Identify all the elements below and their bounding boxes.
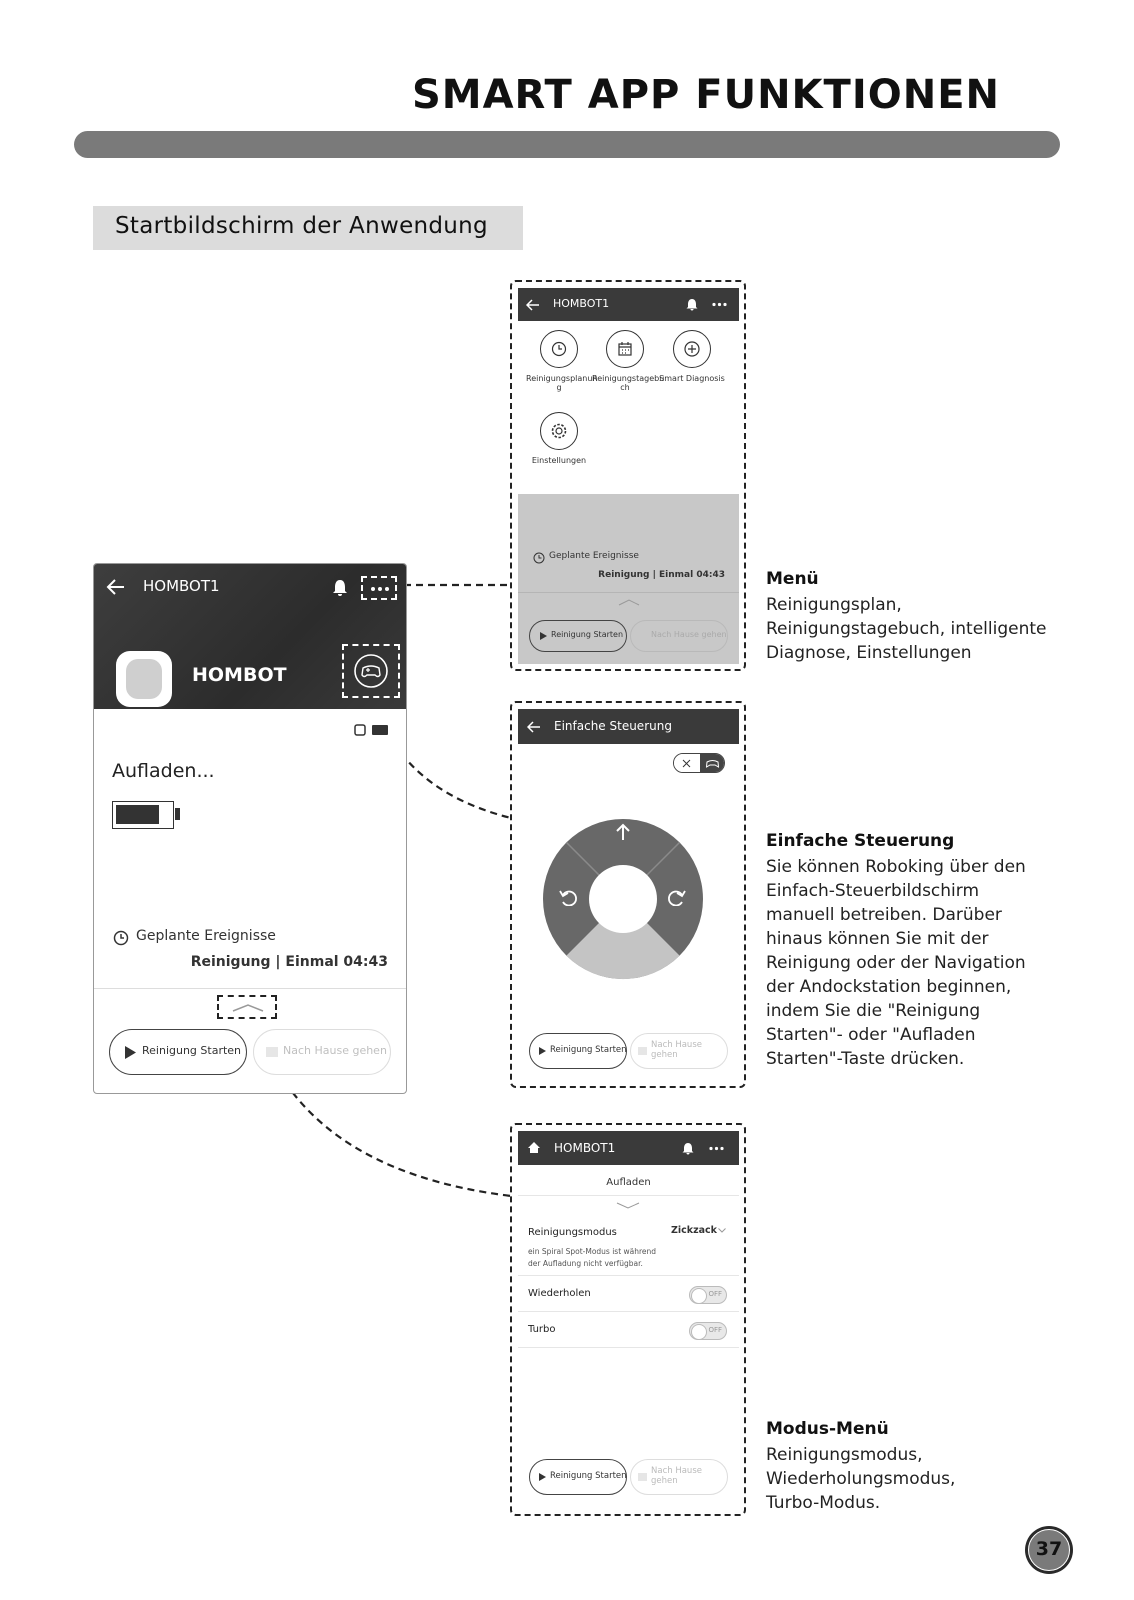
expand-mode-handle[interactable] <box>217 995 277 1019</box>
clock-icon <box>551 341 567 357</box>
calendar-icon <box>617 341 633 357</box>
go-home-label: Nach Hause gehen <box>651 1040 702 1060</box>
turbo-toggle[interactable] <box>689 1322 727 1340</box>
back-arrow-icon[interactable] <box>526 299 540 311</box>
start-cleaning-label: Reinigung Starten <box>551 630 624 639</box>
control-description-text: Sie können Roboking über den Einfach-Steuerbildschirm manuell betreiben. Darüber hinaus können Sie mit der Reinigung oder der Navigation der Andockstation beginnen, indem Sie die "Reinigung Starten"- oder "Aufladen Starten"-Taste drücken. <box>766 857 1026 1069</box>
divider <box>518 1347 739 1348</box>
chevron-up-icon <box>618 599 640 606</box>
device-name: HOMBOT1 <box>143 577 220 595</box>
control-mode-switch[interactable] <box>673 753 725 773</box>
chevron-down-icon[interactable] <box>718 1228 726 1233</box>
robot-avatar <box>116 651 172 707</box>
menu-screen-frame <box>510 280 746 671</box>
device-name: HOMBOT1 <box>554 1141 616 1155</box>
repeat-label: Wiederholen <box>528 1288 591 1299</box>
control-screen-frame <box>510 701 746 1088</box>
home-icon[interactable] <box>527 1141 541 1154</box>
toggle-knob <box>691 1288 707 1304</box>
play-icon <box>539 1473 546 1481</box>
section-heading: Startbildschirm der Anwendung <box>115 213 488 239</box>
battery-level-fill <box>116 805 159 824</box>
go-home-button[interactable] <box>630 1033 728 1069</box>
chevron-down-icon[interactable] <box>616 1202 640 1209</box>
start-cleaning-button[interactable] <box>529 620 627 652</box>
home-icon <box>638 1473 647 1481</box>
back-arrow-icon[interactable] <box>106 578 126 596</box>
cleaning-schedule-icon[interactable] <box>540 330 578 368</box>
clock-icon <box>533 552 545 564</box>
menu-item-label: Smart Diagnosis <box>659 374 725 383</box>
charging-status: Aufladen... <box>112 760 215 782</box>
main-header <box>94 564 406 709</box>
toggle-knob <box>691 1324 707 1340</box>
go-home-button[interactable] <box>630 620 728 652</box>
schedule-label: Geplante Ereignisse <box>136 928 276 944</box>
cleaning-mode-label: Reinigungsmodus <box>528 1227 617 1238</box>
cleaning-diary-icon[interactable] <box>606 330 644 368</box>
divider <box>94 988 406 989</box>
gamepad-icon <box>700 754 725 772</box>
back-arrow-icon[interactable] <box>527 721 541 733</box>
clock-icon <box>113 930 129 946</box>
mode-header <box>518 1131 739 1165</box>
settings-icon[interactable] <box>540 412 578 450</box>
schedule-label: Geplante Ereignisse <box>549 551 639 561</box>
divider <box>518 1275 739 1276</box>
robot-off-icon <box>674 754 700 772</box>
go-home-label: Nach Hause gehen <box>283 1044 387 1057</box>
go-home-label: Nach Hause gehen <box>651 1466 702 1486</box>
robot-icon <box>126 659 162 699</box>
play-icon <box>540 632 547 640</box>
home-icon <box>638 1047 647 1055</box>
more-menu-button[interactable] <box>361 576 397 600</box>
menu-screen <box>518 288 739 664</box>
gamepad-icon <box>353 653 389 689</box>
divider <box>518 1311 739 1312</box>
gear-icon <box>550 422 568 440</box>
start-cleaning-button[interactable] <box>109 1029 247 1075</box>
page-title: SMART APP FUNKTIONEN <box>411 72 1000 118</box>
menu-item-label: Reinigungstagebu ch <box>592 374 665 392</box>
cleaning-mode-value[interactable]: Zickzack <box>671 1225 717 1236</box>
page-number: 37 <box>1035 1538 1063 1560</box>
play-icon <box>125 1046 136 1059</box>
play-icon <box>539 1047 546 1055</box>
rotate-left-icon[interactable] <box>558 888 578 906</box>
menu-item-label: Einstellungen <box>531 456 587 465</box>
schedule-value: Reinigung | Einmal 04:43 <box>598 570 725 580</box>
control-screen <box>518 709 739 1081</box>
status-indicator-icons <box>354 723 394 737</box>
battery-tip <box>175 808 180 820</box>
go-home-label: Nach Hause gehen <box>651 630 727 639</box>
go-home-button[interactable] <box>253 1029 391 1075</box>
chevron-up-icon <box>231 1003 265 1012</box>
robot-name: HOMBOT <box>192 664 287 686</box>
control-description-title: Einfache Steuerung <box>766 831 955 851</box>
menu-item-label: Reinigungsplanun g <box>526 374 598 392</box>
bell-icon[interactable] <box>332 579 348 597</box>
divider <box>518 1195 739 1196</box>
start-cleaning-button[interactable] <box>529 1459 627 1495</box>
turbo-label: Turbo <box>528 1324 556 1335</box>
start-cleaning-label: Reinigung Starten <box>142 1044 242 1057</box>
smart-diagnosis-icon[interactable] <box>673 330 711 368</box>
mode-screen <box>518 1131 739 1509</box>
repeat-toggle[interactable] <box>689 1286 727 1304</box>
more-dots-icon <box>370 586 390 592</box>
no-robot-icon <box>681 758 692 769</box>
page-number-badge <box>1025 1526 1073 1574</box>
bell-icon[interactable] <box>682 1142 694 1155</box>
control-title: Einfache Steuerung <box>554 719 672 733</box>
mode-status: Aufladen <box>606 1177 651 1188</box>
divider <box>518 592 739 593</box>
mode-description-text: Reinigungsmodus, Wiederholungsmodus, Turbo-Modus. <box>766 1445 956 1513</box>
bell-icon[interactable] <box>686 298 698 311</box>
dimmed-overlay <box>518 494 739 664</box>
go-home-button[interactable] <box>630 1459 728 1495</box>
device-name: HOMBOT1 <box>553 297 610 310</box>
diagnosis-icon <box>683 340 701 358</box>
mode-screen-frame <box>510 1123 746 1516</box>
arrow-up-icon[interactable] <box>616 823 630 841</box>
main-app-screen <box>93 563 407 1094</box>
toggle-state: OFF <box>708 1326 722 1334</box>
battery-indicator <box>112 801 174 829</box>
simple-control-button[interactable] <box>342 644 400 698</box>
schedule-value: Reinigung | Einmal 04:43 <box>190 954 388 970</box>
more-dots-icon[interactable] <box>712 302 727 307</box>
start-cleaning-label: Reinigung Starten <box>550 1045 627 1055</box>
more-dots-icon[interactable] <box>709 1146 724 1151</box>
rotate-right-icon[interactable] <box>667 888 687 906</box>
control-header <box>518 709 739 744</box>
start-cleaning-button[interactable] <box>529 1033 627 1069</box>
toggle-state: OFF <box>708 1290 722 1298</box>
menu-description-text: Reinigungsplan, Reinigungstagebuch, intelligente Diagnose, Einstellungen <box>766 595 1047 663</box>
menu-header <box>518 288 739 321</box>
mode-description-title: Modus-Menü <box>766 1419 889 1439</box>
start-cleaning-label: Reinigung Starten <box>550 1471 627 1481</box>
home-icon <box>266 1047 278 1057</box>
cleaning-mode-note: ein Spiral Spot-Modus ist während der Aufladung nicht verfügbar. <box>528 1247 657 1268</box>
gamepad-glyph-icon <box>706 759 719 768</box>
menu-description-title: Menü <box>766 569 819 589</box>
